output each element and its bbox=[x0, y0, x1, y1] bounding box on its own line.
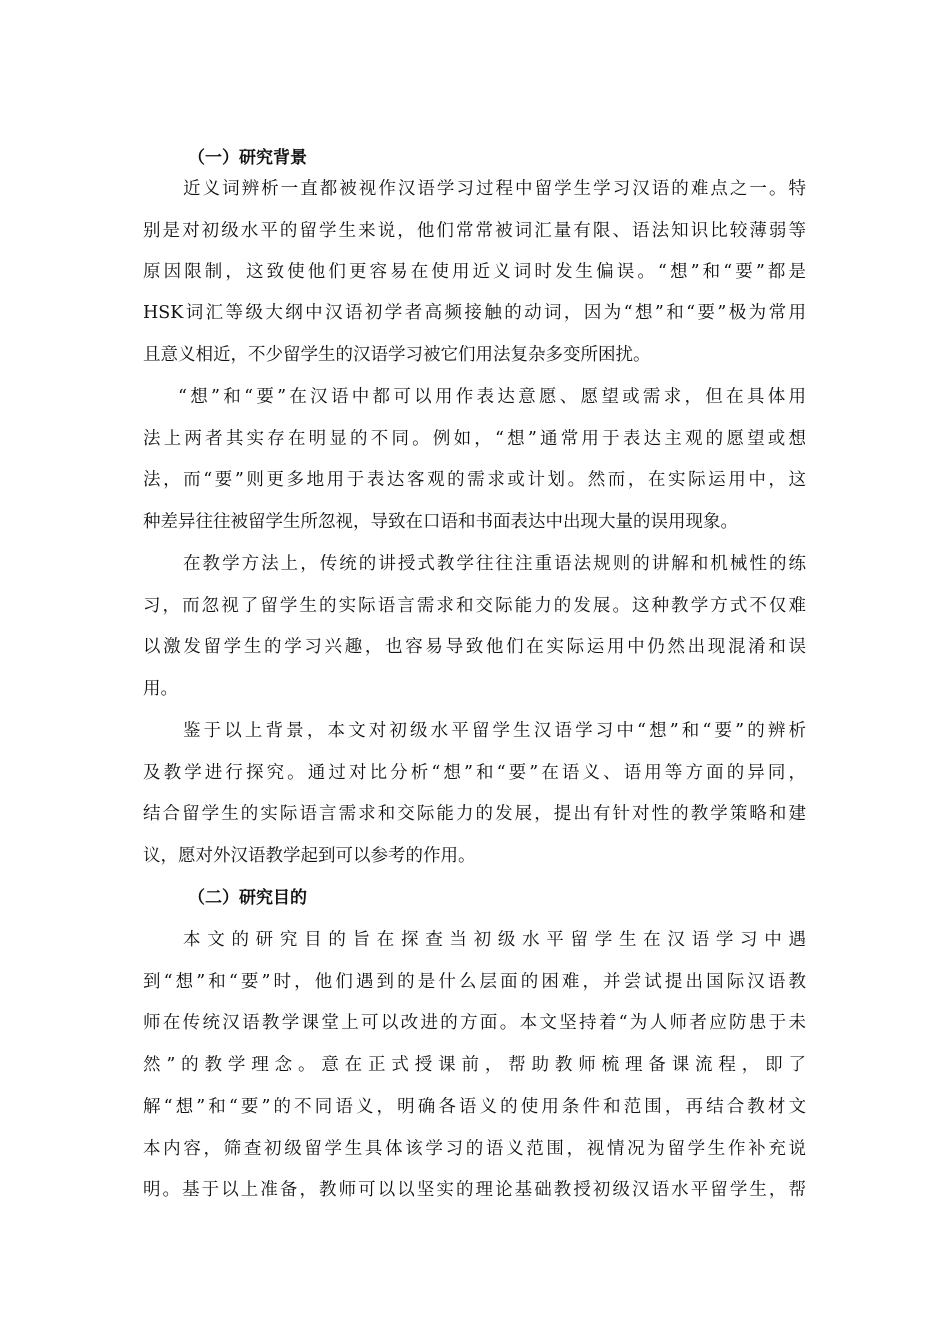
section-heading-background: （一）研究背景 bbox=[188, 148, 307, 168]
paragraph-line: 明。基于以上准备，教师可以以坚实的理论基础教授初级汉语水平留学生，帮 bbox=[143, 1180, 806, 1200]
paragraph-line: 原因限制，这致使他们更容易在使用近义词时发生偏误。“想”和“要”都是 bbox=[143, 262, 806, 282]
paragraph-line: 然”的教学理念。意在正式授课前，帮助教师梳理备课流程，即了 bbox=[143, 1055, 806, 1075]
section-heading-purpose: （二）研究目的 bbox=[188, 888, 307, 908]
paragraph-line: 种差异往往被留学生所忽视，导致在口语和书面表达中出现大量的误用现象。 bbox=[143, 512, 738, 532]
paragraph-line: 别是对初级水平的留学生来说，他们常常被词汇量有限、语法知识比较薄弱等 bbox=[143, 221, 806, 241]
paragraph-line: 鉴于以上背景，本文对初级水平留学生汉语学习中“想”和“要”的辨析 bbox=[183, 721, 806, 741]
paragraph-line: 师在传统汉语教学课堂上可以改进的方面。本文坚持着“为人师者应防患于未 bbox=[143, 1013, 806, 1033]
paragraph-line: 本文的研究目的旨在探查当初级水平留学生在汉语学习中遇 bbox=[183, 930, 806, 950]
paragraph-line: 且意义相近，不少留学生的汉语学习被它们用法复杂多变所困扰。 bbox=[143, 345, 651, 365]
paragraph-line: 本内容，筛查初级留学生具体该学习的语义范围，视情况为留学生作补充说 bbox=[143, 1139, 806, 1159]
paragraph-line: “想”和“要”在汉语中都可以用作表达意愿、愿望或需求，但在具体用 bbox=[178, 387, 806, 407]
paragraph-line: 以激发留学生的学习兴趣，也容易导致他们在实际运用中仍然出现混淆和误 bbox=[143, 637, 806, 657]
paragraph-line: 结合留学生的实际语言需求和交际能力的发展，提出有针对性的教学策略和建 bbox=[143, 804, 806, 824]
paragraph-line: 法，而“要”则更多地用于表达客观的需求或计划。然而，在实际运用中，这 bbox=[143, 470, 806, 490]
paragraph-line: HSK词汇等级大纲中汉语初学者高频接触的动词，因为“想”和“要”极为常用 bbox=[143, 303, 806, 323]
paragraph-line: 到“想”和“要”时，他们遇到的是什么层面的困难，并尝试提出国际汉语教 bbox=[143, 972, 806, 992]
paragraph-line: 议，愿对外汉语教学起到可以参考的作用。 bbox=[143, 846, 476, 866]
paragraph-line: 及教学进行探究。通过对比分析“想”和“要”在语义、语用等方面的异同， bbox=[143, 763, 806, 783]
paragraph-line: 在教学方法上，传统的讲授式教学往往注重语法规则的讲解和机械性的练 bbox=[183, 554, 806, 574]
paragraph-line: 用。 bbox=[143, 679, 178, 699]
paragraph-line: 解“想”和“要”的不同语义，明确各语义的使用条件和范围，再结合教材文 bbox=[143, 1097, 806, 1117]
paragraph-line: 习，而忽视了留学生的实际语言需求和交际能力的发展。这种教学方式不仅难 bbox=[143, 596, 806, 616]
paragraph-line: 近义词辨析一直都被视作汉语学习过程中留学生学习汉语的难点之一。特 bbox=[183, 179, 806, 199]
paragraph-line: 法上两者其实存在明显的不同。例如，“想”通常用于表达主观的愿望或想 bbox=[143, 429, 806, 449]
